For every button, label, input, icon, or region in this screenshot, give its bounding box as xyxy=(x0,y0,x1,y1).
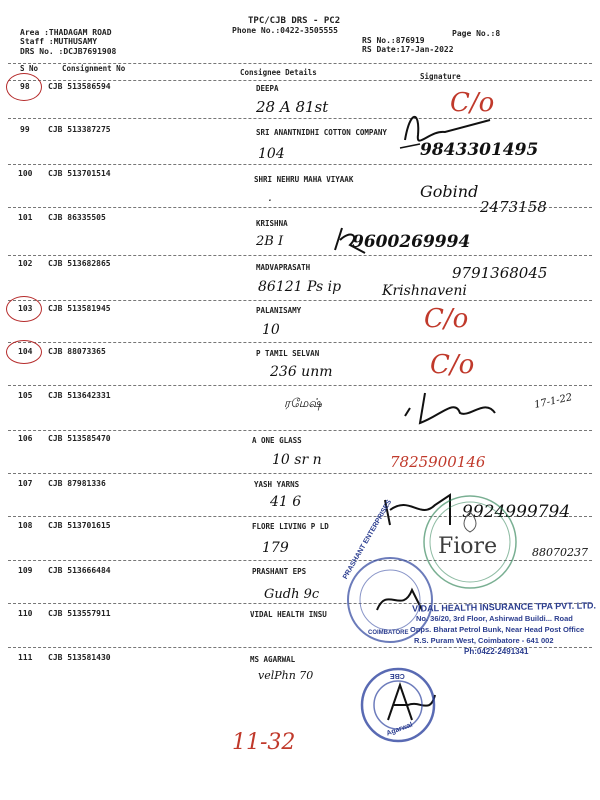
row-divider xyxy=(8,473,592,474)
phone-number: Phone No.:0422-3505555 xyxy=(232,26,338,35)
handwritten-name-100: Gobind xyxy=(420,182,479,201)
row-sno: 99 xyxy=(20,125,30,134)
row-consignee: SRI ANANTNIDHI COTTON COMPANY xyxy=(256,128,387,137)
staff-label: Staff :MUTHUSAMY xyxy=(20,37,98,46)
page-number: Page No.:8 xyxy=(452,29,501,38)
row-consignee: A ONE GLASS xyxy=(252,436,302,445)
red-circle-mark xyxy=(6,73,42,101)
row-consignee: YASH YARNS xyxy=(254,480,300,489)
handwritten-phone-106: 7825900146 xyxy=(390,453,486,471)
col-consignee: Consignee Details xyxy=(240,68,317,77)
row-sno: 98 xyxy=(20,82,30,91)
row-sno: 107 xyxy=(18,479,33,488)
handwritten-number-100: 2473158 xyxy=(480,198,547,216)
row-address-handwritten: 104 xyxy=(258,146,285,162)
handwritten-phone-102: 9791368045 xyxy=(452,264,548,282)
row-divider xyxy=(8,342,592,343)
row-divider xyxy=(8,300,592,301)
agarwal-stamp-top: CBE xyxy=(390,672,405,679)
row-consignee: MS AGARWAL xyxy=(250,655,296,664)
vidal-stamp-line3: Opps. Bharat Petrol Bunk, Near Head Post Office xyxy=(410,625,585,634)
row-consignment: CJB 86335505 xyxy=(48,213,106,222)
row-address-handwritten: 41 6 xyxy=(270,494,302,510)
vidal-stamp-line2: No. 36/20, 3rd Floor, Ashirwad Buildi... Road xyxy=(416,614,573,623)
row-address-handwritten: 28 A 81st xyxy=(256,98,329,116)
row-consignment: CJB 513701514 xyxy=(48,169,111,178)
row-sno: 104 xyxy=(18,347,33,356)
row-sno: 103 xyxy=(18,304,33,313)
row-sno: 102 xyxy=(18,259,33,268)
signature-scribble-101 xyxy=(330,225,370,255)
vidal-stamp-line1: VIDAL HEALTH INSURANCE TPA PVT. LTD. xyxy=(411,600,597,614)
handwritten-date-105: 17-1-22 xyxy=(533,392,574,411)
col-sno: S No xyxy=(20,64,39,73)
row-address-handwritten: Gudh 9c xyxy=(264,587,320,602)
row-divider xyxy=(8,255,592,256)
row-address-handwritten: velPhn 70 xyxy=(258,669,314,682)
row-sno: 108 xyxy=(18,521,33,530)
row-consignment: CJB 513682865 xyxy=(48,259,111,268)
agarwal-stamp-bottom: Agarwal xyxy=(385,721,414,738)
row-sno: 106 xyxy=(18,434,33,443)
row-consignee: FLORE LIVING P LD xyxy=(252,522,329,531)
row-address-handwritten: . xyxy=(268,190,272,204)
row-consignee: PALANISAMY xyxy=(256,306,302,315)
handwritten-name-102: Krishnaveni xyxy=(382,283,467,299)
row-consignee: KRISHNA xyxy=(256,219,288,228)
signature-scribble-105 xyxy=(400,388,510,428)
row-sno: 100 xyxy=(18,169,33,178)
row-divider xyxy=(8,118,592,119)
row-address-handwritten: 2B I xyxy=(256,234,284,249)
col-consignment: Consignment No xyxy=(62,64,126,73)
handwritten-number-108: 88070237 xyxy=(532,546,588,559)
row-divider xyxy=(8,164,592,165)
row-consignment: CJB 513581430 xyxy=(48,653,111,662)
row-consignment: CJB 513642331 xyxy=(48,391,111,400)
row-consignment: CJB 88073365 xyxy=(48,347,106,356)
row-sno: 109 xyxy=(18,566,33,575)
row-address-handwritten: 10 sr n xyxy=(272,452,322,468)
row-sno: 110 xyxy=(18,609,33,618)
prashant-stamp-name: PRASHANT ENTERPRISES xyxy=(342,498,394,581)
handwritten-co-98: C/o xyxy=(450,88,495,118)
row-consignee: MADVAPRASATH xyxy=(256,263,311,272)
row-consignment: CJB 513585470 xyxy=(48,434,111,443)
handwritten-phone-99: 9843301495 xyxy=(420,140,539,160)
handwritten-phone-107: 9924999794 xyxy=(462,502,571,522)
red-circle-mark xyxy=(6,296,42,322)
row-address-handwritten: 10 xyxy=(262,322,280,338)
area-label: Area :THADAGAM ROAD xyxy=(20,28,112,37)
handwritten-phone-101: 9600269994 xyxy=(352,232,471,252)
prashant-stamp-city: COIMBATORE xyxy=(368,630,409,636)
row-address-handwritten: ரமேஷ் xyxy=(284,396,322,410)
row-sno: 105 xyxy=(18,391,33,400)
vidal-stamp-line5: Ph:0422-2491341 xyxy=(464,647,529,656)
row-consignment: CJB 513666484 xyxy=(48,566,111,575)
handwritten-footer-note: 11-32 xyxy=(232,730,296,755)
header-divider-bottom xyxy=(8,80,592,81)
row-divider xyxy=(8,385,592,386)
row-address-handwritten: 86121 Ps ip xyxy=(258,279,342,295)
row-consignment: CJB 513586594 xyxy=(48,82,111,91)
row-consignee: PRASHANT EPS xyxy=(252,567,307,576)
row-consignment: CJB 513557911 xyxy=(48,609,111,618)
vidal-stamp-line4: R.S. Puram West, Coimbatore - 641 002 xyxy=(414,636,554,645)
row-address-handwritten: 179 xyxy=(262,540,289,556)
rs-date: RS Date:17-Jan-2022 xyxy=(362,45,454,54)
row-consignee: VIDAL HEALTH INSU xyxy=(250,610,327,619)
col-signature: Signature xyxy=(420,72,461,81)
handwritten-co-103: C/o xyxy=(424,304,469,334)
row-consignee: P TAMIL SELVAN xyxy=(256,349,320,358)
rs-number: RS No.:876919 xyxy=(362,36,425,45)
row-address-handwritten: 236 unm xyxy=(270,364,333,380)
row-sno: 111 xyxy=(18,653,33,662)
fiore-logo-text: Fiore xyxy=(438,534,498,559)
sheet-title: TPC/CJB DRS - PC2 xyxy=(248,16,341,26)
row-consignment: CJB 87981336 xyxy=(48,479,106,488)
row-divider xyxy=(8,430,592,431)
row-consignee: DEEPA xyxy=(256,84,279,93)
row-consignee: SHRI NEHRU MAHA VIYAAK xyxy=(254,175,354,184)
drs-number: DRS No. :DCJB7691908 xyxy=(20,47,117,56)
red-circle-mark xyxy=(6,340,42,364)
signature-scribble-99 xyxy=(390,100,500,160)
row-sno: 101 xyxy=(18,213,33,222)
row-consignment: CJB 513701615 xyxy=(48,521,111,530)
handwritten-co-104: C/o xyxy=(430,350,475,380)
row-consignment: CJB 513581945 xyxy=(48,304,111,313)
row-consignment: CJB 513387275 xyxy=(48,125,111,134)
